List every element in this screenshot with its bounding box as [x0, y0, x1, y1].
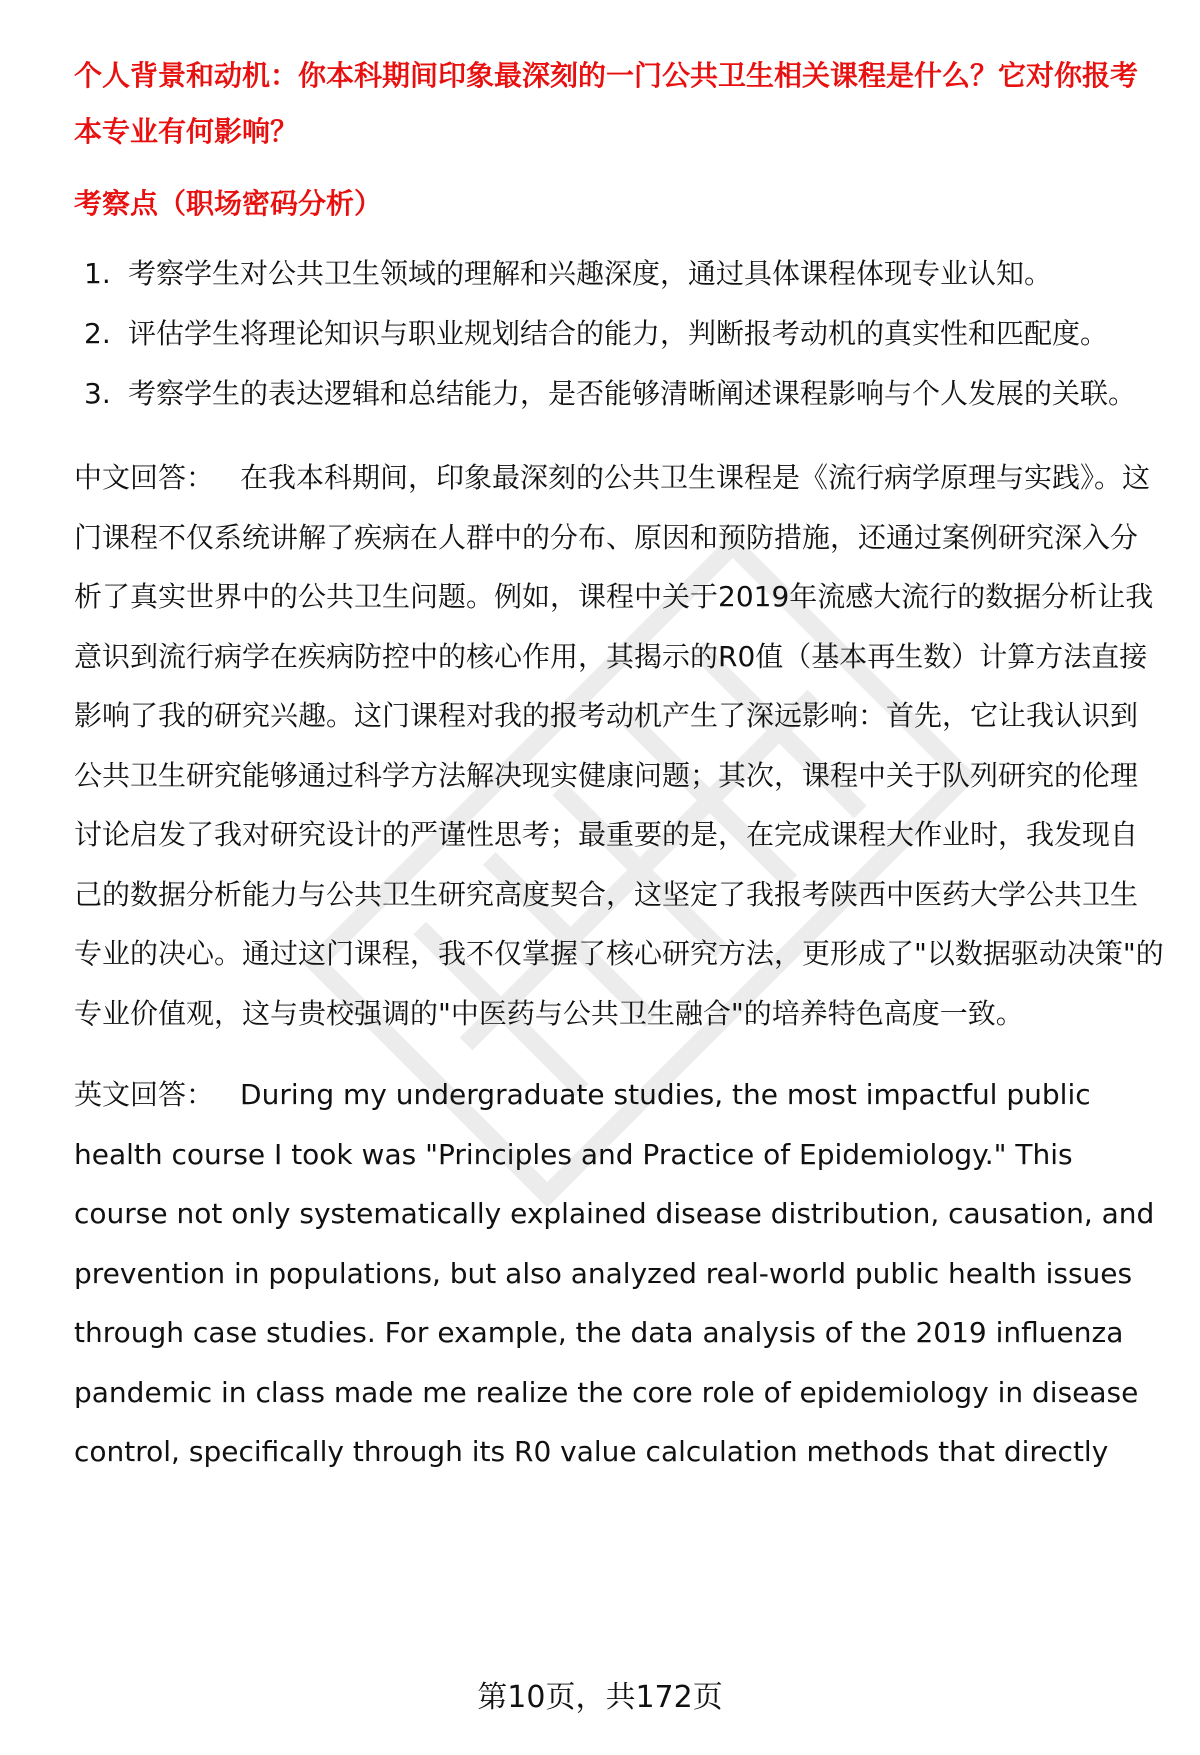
analysis-point: [74, 364, 1164, 424]
point-number: 3.: [84, 377, 111, 410]
point-text: 考察学生的表达逻辑和总结能力，是否能够清晰阐述课程影响与个人发展的关联。: [128, 377, 1137, 410]
page-footer: 第10页，共172页: [477, 1680, 723, 1715]
chinese-answer-text: 在我本科期间，印象最深刻的公共卫生课程是《流行病学原理与实践》。这门课程不仅系统讲解了疾病在人群中的分布、原因和预防措施，还通过案例研究深入分析了真实世界中的公共卫生问题。例如，课程中关于2019年流感大流行的数据分析让我意识到流行病学在疾病防控中的核心作用，其揭示的R0值（基本再生数）计算方法直接影响了我的研究兴趣。这门课程对我的报考动机产生了深远影响：首先，它让我认识到公共卫生研究能够通过科学方法解决现实健康问题；其次，课程中关于队列研究的伦理讨论启发了我对研究设计的严谨性思考；最重要的是，在完成课程大作业时，我发现自己的数据分析能力与公共卫生研究高度契合，这坚定了我报考陕西中医药大学公共卫生专业的决心。通过这门课程，我不仅掌握了核心研究方法，更形成了"以数据驱动决策"的专业价值观，这与贵校强调的"中医药与公共卫生融合"的培养特色高度一致。: [74, 461, 1164, 1030]
analysis-point: [74, 304, 1164, 364]
document-content: [74, 48, 1164, 1482]
question-title: 个人背景和动机：你本科期间印象最深刻的一门公共卫生相关课程是什么？它对你报考本专业有何影响？: [74, 59, 1139, 148]
chinese-answer-label: 中文回答：: [74, 461, 215, 494]
analysis-title: 考察点（职场密码分析）: [74, 187, 383, 220]
analysis-point: [74, 244, 1164, 304]
english-answer-label: 英文回答：: [74, 1078, 215, 1111]
point-text: 考察学生对公共卫生领域的理解和兴趣深度，通过具体课程体现专业认知。: [128, 257, 1053, 290]
analysis-points-list: [74, 244, 1164, 424]
english-answer: [74, 1065, 1164, 1482]
english-answer-text: During my undergraduate studies, the most impactful public health course I took was "Principles and Practice of Epidemiology." This course not only systematically explained disease distribution, causation, and prevention in populations, but also analyzed real-world public health issues through case studies. For example, the data analysis of the 2019 influenza pandemic in class made me realize the core role of epidemiology in disease control, specifically through its R0 value calculation methods that directly: [74, 1078, 1155, 1468]
point-number: 1.: [84, 257, 111, 290]
point-number: 2.: [84, 317, 111, 350]
chinese-answer: [74, 448, 1164, 1043]
point-text: 评估学生将理论知识与职业规划结合的能力，判断报考动机的真实性和匹配度。: [128, 317, 1109, 350]
